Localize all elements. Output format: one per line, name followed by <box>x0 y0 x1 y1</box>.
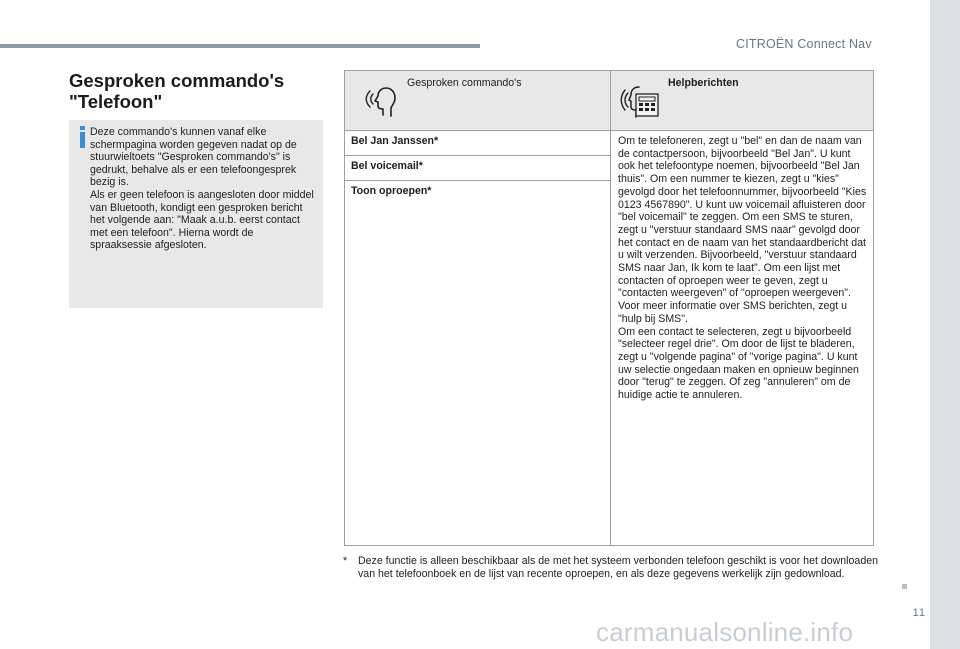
info-icon <box>78 126 88 148</box>
page-marker <box>902 584 907 589</box>
row-divider <box>345 155 610 156</box>
command-call-contact: Bel Jan Janssen* <box>351 135 439 147</box>
info-box <box>69 120 323 308</box>
column-header-help: Helpberichten <box>668 77 739 89</box>
page-number: 11 <box>912 607 926 619</box>
page-side-strip <box>930 0 960 649</box>
page-title: Gesproken commando's "Telefoon" <box>69 70 285 112</box>
command-show-calls: Toon oproepen* <box>351 185 432 197</box>
watermark: carmanualsonline.info <box>596 617 854 647</box>
help-message: Om te telefoneren, zegt u "bel" en dan de naam van de contactpersoon, bijvoorbeeld "Bel Jan". U kunt ook het telefoontype noemen, bijvoorbeeld "Bel Jan thuis". Om een nummer te kiezen, zegt u "kies" gevolgd door het telefoonnummer, bijvoorbeeld "Kies 0123 4567890". U kunt uw voicemail afluisteren door "bel voicemail" te zeggen. Om een SMS te sturen, zegt u "verstuur standaard SMS naar" gevolgd door het contact en de naam van het standaardbericht dat u wilt verzenden. Bijvoorbeeld, "verstuur standaard SMS naar Jan, Ik kom te laat". Om een lijst met contacten of oproepen weer te geven, zegt u "contacten weergeven" of "oproepen weergeven". Voor meer informatie over SMS berichten, zegt u "hulp bij SMS". Om een contact te selecteren, zegt u bijvoorbeeld "selecteer regel drie". Om door de lijst te bladeren, zegt u "volgende pagina" of "vorige pagina". U kunt uw selectie ongedaan maken en opnieuw beginnen door "terug" te zeggen. Of zeg "annuleren" om de huidige actie te annuleren. <box>618 135 867 402</box>
footnote-text: Deze functie is alleen beschikbaar als de met het systeem verbonden telefoon geschikt is voor het downloaden van het telefoonboek en de lijst van recente oproepen, en als deze gegevens werkelijk zijn gedownload. <box>358 555 878 580</box>
voice-commands-table <box>344 70 874 546</box>
column-header-commands: Gesproken commando's <box>407 77 522 89</box>
voice-command-icon <box>362 82 402 122</box>
footnote-marker: * <box>343 555 348 567</box>
command-call-voicemail: Bel voicemail* <box>351 160 423 172</box>
info-text: Deze commando's kunnen vanaf elke schermpagina worden gegeven nadat op de stuurwieltoets "Gesproken commando's" is gedrukt, behalve als er een telefoongesprek bezig is. Als er geen telefoon is aangesloten door middel van Bluetooth, kondigt een gesproken bericht het volgende aan: "Maak a.u.b. eerst contact met een telefoon". Hierna wordt de spraaksessie afgesloten. <box>90 126 314 252</box>
voice-keypad-icon <box>619 81 661 123</box>
footnote <box>343 555 883 580</box>
header-bar <box>0 44 480 48</box>
column-divider <box>610 71 611 545</box>
row-divider <box>345 180 610 181</box>
brand-label: CITROËN Connect Nav <box>736 37 872 51</box>
